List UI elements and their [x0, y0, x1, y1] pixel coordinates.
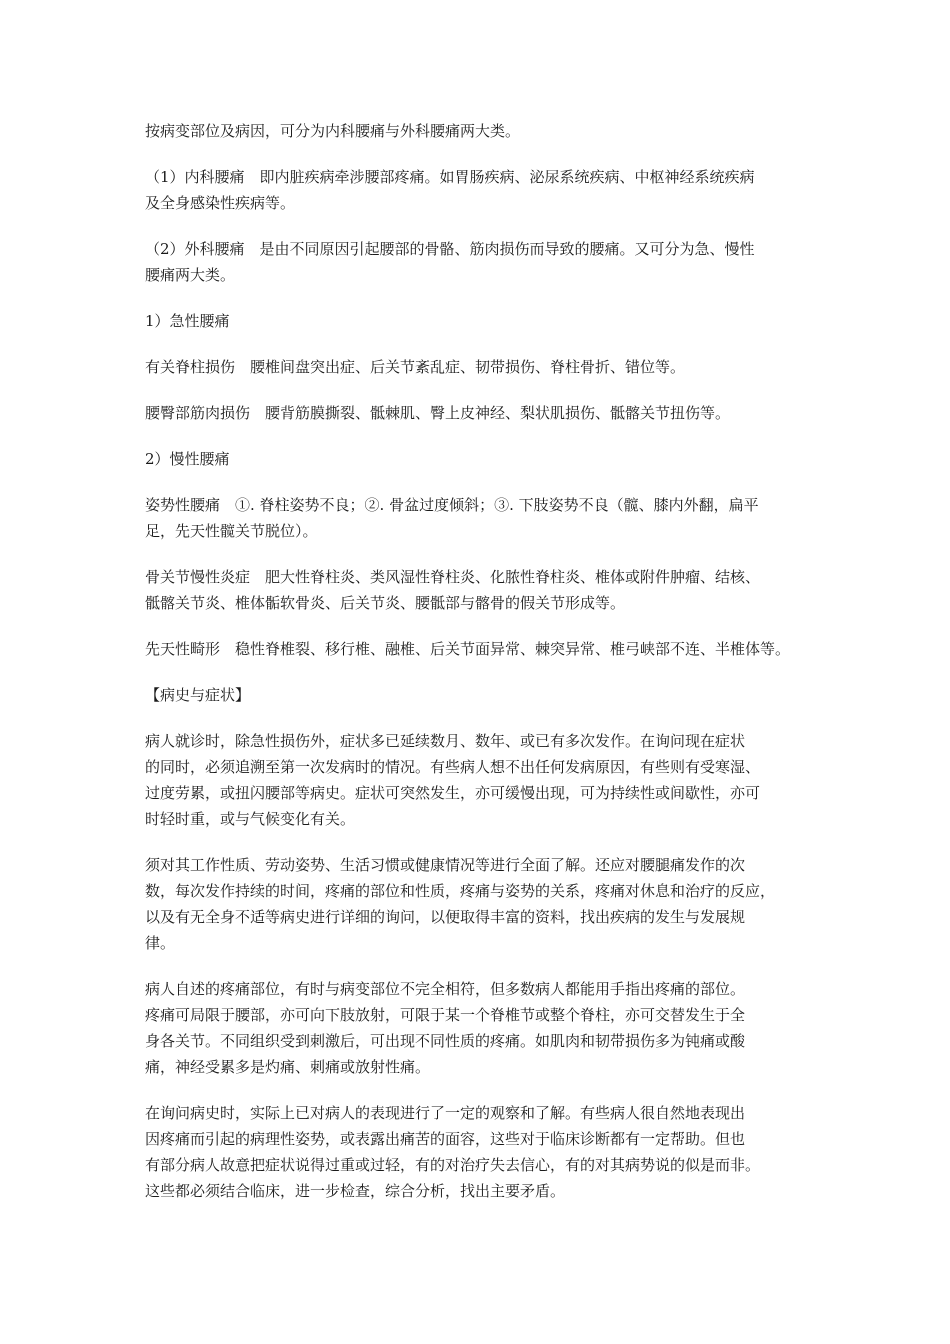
- inflammation-paragraph: [145, 564, 817, 616]
- history-p2-line-4: 律。: [145, 934, 176, 952]
- history-p2-line-2: 数，每次发作持续的时间，疼痛的部位和性质，疼痛与姿势的关系，疼痛对休息和治疗的反应，: [145, 882, 776, 900]
- posture-line-2: 足，先天性髋关节脱位）。: [145, 522, 318, 540]
- history-p2-line-1: 须对其工作性质、劳动姿势、生活习惯或健康情况等进行全面了解。还应对腰腿痛发作的次: [145, 856, 746, 874]
- internal-back-pain-paragraph: [145, 164, 817, 216]
- history-paragraph-3: [145, 976, 817, 1080]
- history-p1-line-1: 病人就诊时，除急性损伤外，症状多已延续数月、数年、或已有多次发作。在询问现在症状: [145, 732, 746, 750]
- spine-injury-paragraph: [145, 354, 817, 380]
- history-heading-text: 【病史与症状】: [145, 686, 251, 704]
- chronic-heading-text: 2）慢性腰痛: [145, 450, 230, 468]
- muscle-injury-line: 腰臀部筋肉损伤 腰背筋膜撕裂、骶棘肌、臀上皮神经、梨状肌损伤、骶髂关节扭伤等。: [145, 404, 731, 422]
- muscle-injury-paragraph: [145, 400, 817, 426]
- history-paragraph-2: [145, 852, 817, 956]
- history-paragraph-4: [145, 1100, 817, 1204]
- congenital-paragraph: [145, 636, 817, 662]
- surgical-line-1: （2）外科腰痛 是由不同原因引起腰部的骨骼、筋肉损伤而导致的腰痛。又可分为急、慢性: [145, 240, 755, 258]
- history-p3-line-4: 痛，神经受累多是灼痛、刺痛或放射性痛。: [145, 1058, 431, 1076]
- history-section-heading: [145, 682, 817, 708]
- document-page: [145, 118, 817, 1224]
- acute-pain-heading: [145, 308, 817, 334]
- congenital-line: 先天性畸形 稳性脊椎裂、移行椎、融椎、后关节面异常、棘突异常、椎弓峡部不连、半椎体等。: [145, 640, 791, 658]
- posture-line-1: 姿势性腰痛 ①. 脊柱姿势不良；②. 骨盆过度倾斜；③. 下肢姿势不良（髋、膝内外翻，扁平: [145, 496, 759, 514]
- history-p4-line-3: 有部分病人故意把症状说得过重或过轻，有的对治疗失去信心，有的对其病势说的似是而非。: [145, 1156, 761, 1174]
- intro-line: 按病变部位及病因，可分为内科腰痛与外科腰痛两大类。: [145, 122, 521, 140]
- history-p1-line-2: 的同时，必须追溯至第一次发病时的情况。有些病人想不出任何发病原因，有些则有受寒湿、: [145, 758, 761, 776]
- intro-paragraph: [145, 118, 817, 144]
- history-p4-line-1: 在询问病史时，实际上已对病人的表现进行了一定的观察和了解。有些病人很自然地表现出: [145, 1104, 746, 1122]
- history-p4-line-2: 因疼痛而引起的病理性姿势，或表露出痛苦的面容，这些对于临床诊断都有一定帮助。但也: [145, 1130, 746, 1148]
- spine-injury-line: 有关脊柱损伤 腰椎间盘突出症、后关节紊乱症、韧带损伤、脊柱骨折、错位等。: [145, 358, 686, 376]
- history-p3-line-2: 疼痛可局限于腰部，亦可向下肢放射，可限于某一个脊椎节或整个脊柱，亦可交替发生于全: [145, 1006, 746, 1024]
- surgical-back-pain-paragraph: [145, 236, 817, 288]
- history-p1-line-4: 时轻时重，或与气候变化有关。: [145, 810, 356, 828]
- inflammation-line-2: 骶髂关节炎、椎体骺软骨炎、后关节炎、腰骶部与髂骨的假关节形成等。: [145, 594, 626, 612]
- chronic-pain-heading: [145, 446, 817, 472]
- acute-heading-text: 1）急性腰痛: [145, 312, 230, 330]
- history-p3-line-1: 病人自述的疼痛部位，有时与病变部位不完全相符，但多数病人都能用手指出疼痛的部位。: [145, 980, 746, 998]
- history-p3-line-3: 身各关节。不同组织受到刺激后，可出现不同性质的疼痛。如肌肉和韧带损伤多为钝痛或酸: [145, 1032, 746, 1050]
- history-paragraph-1: [145, 728, 817, 832]
- history-p4-line-4: 这些都必须结合临床，进一步检查，综合分析，找出主要矛盾。: [145, 1182, 566, 1200]
- posture-pain-paragraph: [145, 492, 817, 544]
- internal-line-1: （1）内科腰痛 即内脏疾病牵涉腰部疼痛。如胃肠疾病、泌尿系统疾病、中枢神经系统疾病: [145, 168, 755, 186]
- inflammation-line-1: 骨关节慢性炎症 肥大性脊柱炎、类风湿性脊柱炎、化脓性脊柱炎、椎体或附件肿瘤、结核、: [145, 568, 761, 586]
- internal-line-2: 及全身感染性疾病等。: [145, 194, 296, 212]
- surgical-line-2: 腰痛两大类。: [145, 266, 236, 284]
- history-p2-line-3: 以及有无全身不适等病史进行详细的询问，以便取得丰富的资料，找出疾病的发生与发展规: [145, 908, 746, 926]
- history-p1-line-3: 过度劳累，或扭闪腰部等病史。症状可突然发生，亦可缓慢出现，可为持续性或间歇性，亦可: [145, 784, 761, 802]
